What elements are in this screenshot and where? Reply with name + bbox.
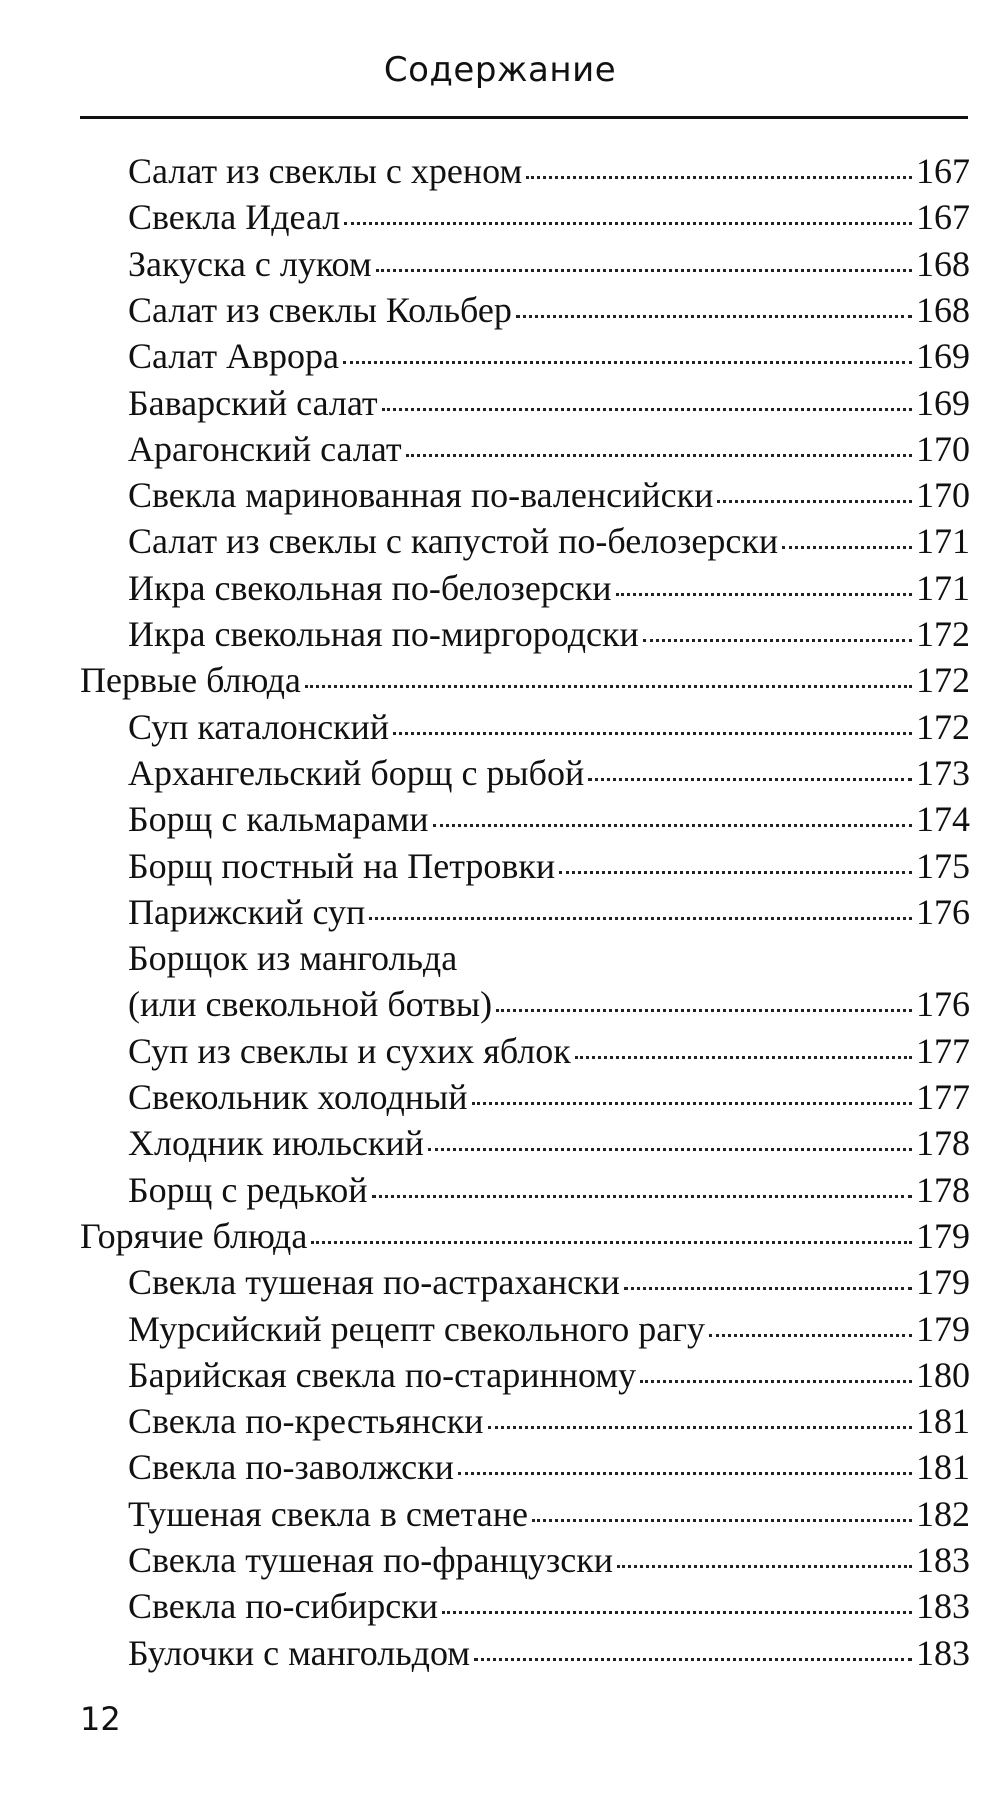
running-header: Содержание [383,50,617,90]
toc-entry-title: Тушеная свекла в сметане [128,1494,529,1534]
toc-entry [128,843,970,889]
toc-entry-title: Баварский салат [128,383,378,423]
toc-entry [128,750,970,796]
toc-entry-page: 183 [916,1633,970,1673]
toc-entry-title: Свекла Идеал [128,197,341,237]
toc-entry [128,1537,970,1583]
toc-entry-page: 170 [916,429,970,469]
toc-entry-title: Хлодник июльский [128,1123,424,1163]
toc-entry-page: 179 [916,1262,970,1302]
toc-entry-title: Первые блюда [80,660,301,700]
toc-entry [128,1074,970,1120]
toc-entry-page: 172 [916,707,970,747]
dot-leader [376,269,912,272]
toc-entry-title: Парижский суп [128,892,366,932]
dot-leader [526,176,912,179]
toc-entry-page: 167 [916,197,970,237]
toc-entry-title: Арагонский салат [128,429,402,469]
toc-entry [128,1028,970,1074]
toc-entry-title: Свекла по-крестьянски [128,1401,484,1441]
toc-entry [128,241,970,287]
toc-entry-page: 172 [916,660,970,700]
toc-entry-page: 178 [916,1123,970,1163]
toc-entry [128,1259,970,1305]
toc-entry-title: Свекла по-заволжски [128,1447,454,1487]
toc-entry-title: Икра свекольная по-белозерски [128,568,612,608]
toc-entry-page: 183 [916,1586,970,1626]
dot-leader [496,1009,912,1012]
toc-entry-title: Борщ с редькой [128,1170,368,1210]
dot-leader [488,1426,912,1429]
dot-leader [559,871,912,874]
dot-leader [442,1611,912,1614]
toc-entry-page: 177 [916,1077,970,1117]
dot-leader [382,408,912,411]
toc-entry-page: 181 [916,1447,970,1487]
toc-entry-title: Салат из свеклы с капустой по-белозерски [128,521,779,561]
toc-entry-page: 169 [916,383,970,423]
toc-entry-page: 168 [916,290,970,330]
toc-entry-title: Архангельский борщ с рыбой [128,753,585,793]
dot-leader [344,222,912,225]
toc-entry [128,333,970,379]
dot-leader [372,1195,912,1198]
toc-entry-title: Горячие блюда [80,1216,308,1256]
toc-entry-title: Борщ постный на Петровки [128,846,556,886]
toc-entry [128,287,970,333]
dot-leader [717,500,912,503]
toc-entry-page: 168 [916,244,970,284]
toc-entry [128,1583,970,1629]
toc-entry-title: Закуска с луком [128,244,372,284]
toc-entry [128,518,970,564]
toc-entry [128,1630,970,1676]
toc-entry-title: Борщ с кальмарами [128,799,429,839]
toc-entry-page: 172 [916,614,970,654]
dot-leader [474,1658,912,1661]
toc-entry-title: Свекла тушеная по-французски [128,1540,614,1580]
toc-entry [128,565,970,611]
dot-leader [516,315,912,318]
dot-leader [640,1380,912,1383]
toc-entry [128,380,970,426]
toc-entry-page: 180 [916,1355,970,1395]
toc-entry-title: Салат из свеклы с хреном [128,151,523,191]
toc-entry [128,1306,970,1352]
toc-entry-title: Булочки с мангольдом [128,1633,471,1673]
toc-entry [128,426,970,472]
toc-entry [128,611,970,657]
toc-entry [128,148,970,194]
toc-entry-page: 170 [916,475,970,515]
toc-entry-page: 167 [916,151,970,191]
toc-entry-title: Свекла по-сибирски [128,1586,439,1626]
dot-leader [616,593,912,596]
toc-entry-page: 178 [916,1170,970,1210]
toc-entry-page: 179 [916,1309,970,1349]
toc-entry-page: 176 [916,892,970,932]
toc-entry-page: 179 [916,1216,970,1256]
dot-leader [393,732,912,735]
toc-entry-page: 171 [916,568,970,608]
toc-entry-page: 174 [916,799,970,839]
dot-leader [782,546,912,549]
dot-leader [458,1472,912,1475]
toc-entry-title: Суп из свеклы и сухих яблок [128,1031,571,1071]
dot-leader [406,454,912,457]
toc-entry [128,472,970,518]
dot-leader [311,1241,912,1244]
dot-leader [369,917,912,920]
toc-entry-page: 182 [916,1494,970,1534]
toc-entry [128,889,970,935]
toc-entry-title: Мурсийский рецепт свекольного рагу [128,1309,706,1349]
dot-leader [709,1334,912,1337]
toc-entry-page: 176 [916,984,970,1024]
toc-entry-page: 173 [916,753,970,793]
dot-leader [532,1519,912,1522]
toc-entry-title: Икра свекольная по-миргородски [128,614,639,654]
dot-leader [343,361,912,364]
dot-leader [643,639,912,642]
toc-section [80,1213,970,1259]
dot-leader [428,1148,912,1151]
toc-entry-page: 181 [916,1401,970,1441]
toc-entry [128,1491,970,1537]
toc-entry [128,704,970,750]
toc-entry-title: Свекольник холодный [128,1077,468,1117]
toc-entry-title: Барийская свекла по-старинному [128,1355,637,1395]
toc-entry [128,1444,970,1490]
toc-entry-page: 177 [916,1031,970,1071]
toc-entry [128,1120,970,1166]
dot-leader [433,824,912,827]
dot-leader [305,685,912,688]
toc-entry [128,1398,970,1444]
toc-entry [128,796,970,842]
toc-entry [128,1352,970,1398]
toc-entry-title: (или свекольной ботвы) [128,984,493,1024]
toc-entry-title: Салат из свеклы Кольбер [128,290,512,330]
toc-entry [128,981,970,1027]
toc-entry-title: Свекла маринованная по-валенсийски [128,475,714,515]
toc-section [80,657,970,703]
dot-leader [575,1056,912,1059]
toc-entry-page: 169 [916,336,970,376]
toc-entry-title: Свекла тушеная по-астрахански [128,1262,620,1302]
toc-entry-page: 171 [916,521,970,561]
dot-leader [617,1565,912,1568]
dot-leader [588,778,912,781]
toc-entry [128,1167,970,1213]
toc-entry-title: Суп каталонский [128,707,390,747]
page-number: 12 [80,1700,121,1738]
header-rule [80,116,968,119]
toc-entry-page: 183 [916,1540,970,1580]
toc-entry [128,194,970,240]
toc-entry-page: 175 [916,846,970,886]
toc-entry-title-line: Борщок из мангольда [128,938,458,978]
dot-leader [624,1287,912,1290]
dot-leader [472,1102,913,1105]
toc-entry-title: Салат Аврора [128,336,340,376]
